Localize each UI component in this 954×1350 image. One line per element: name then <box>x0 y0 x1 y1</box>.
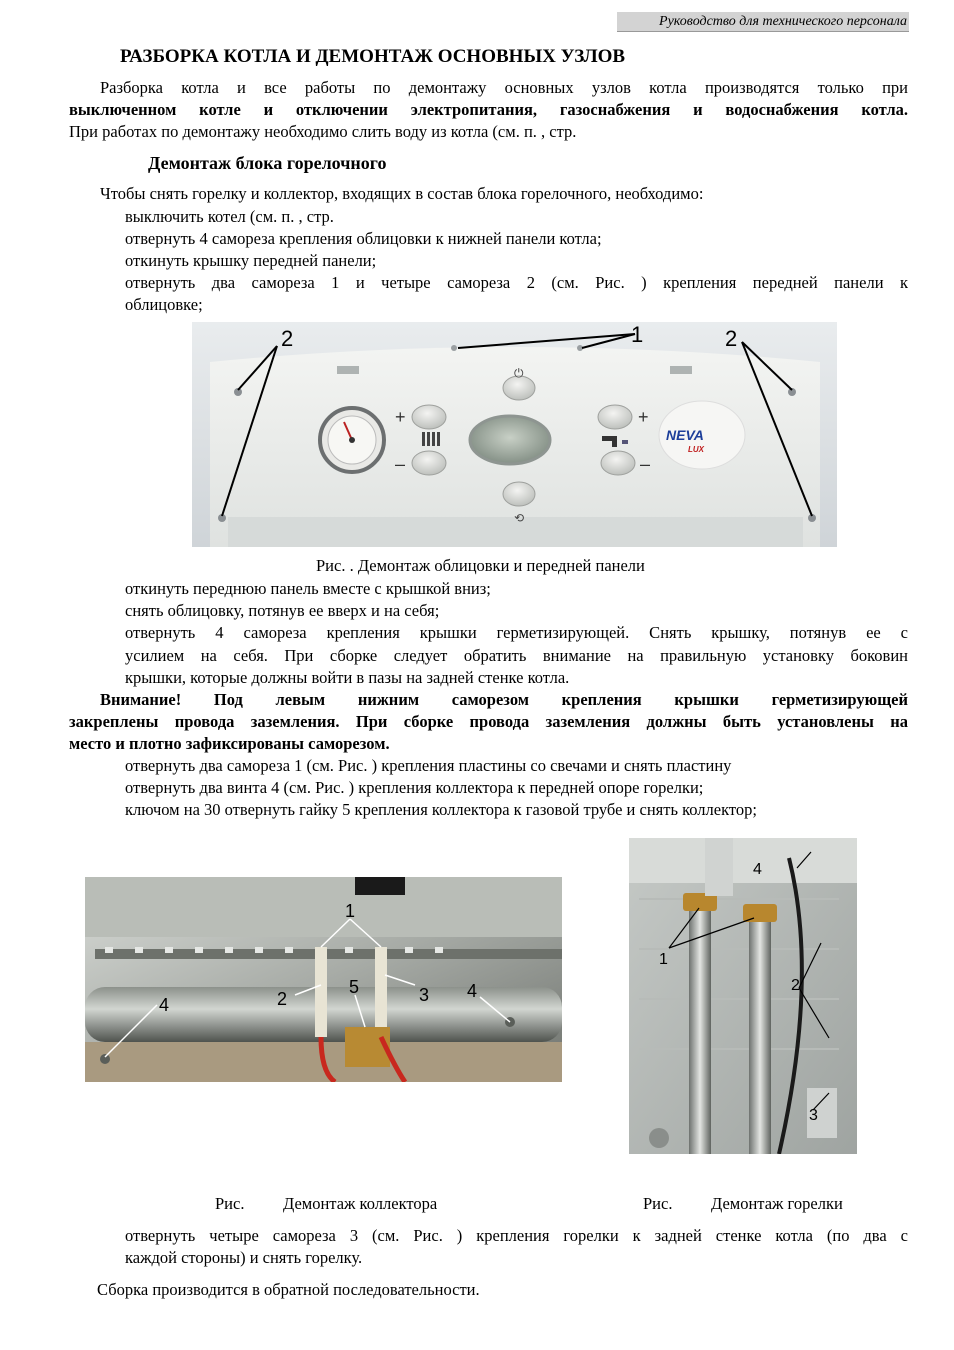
figure-collector-photo <box>85 877 562 1082</box>
callout-3: 3 <box>419 985 430 1005</box>
callout-4: 4 <box>753 861 762 878</box>
vent-slot <box>670 366 692 374</box>
closing-text: Сборка производится в обратной последовательности. <box>97 1280 480 1299</box>
step-item: отвернуть два самореза 1 и четыре самореза 2 (см. Рис. ) крепления передней панели к <box>125 273 908 292</box>
vent-slot <box>337 366 359 374</box>
intro-line-3: При работах по демонтажу необходимо слить воду из котла (см. п. , стр. <box>69 122 577 141</box>
step-item-cont: крышки, которые должны войти в пазы на задней стенке котла. <box>125 668 570 687</box>
reset-icon: ⟲ <box>514 511 525 525</box>
warning-line-2: закреплены провода заземления. При сборке провода заземления должны быть установлены на <box>69 712 908 731</box>
warning-line-1: Внимание! Под левым нижним саморезом крепления крышки герметизирующей <box>100 690 908 709</box>
callout-1: 1 <box>345 901 356 921</box>
step-item: отвернуть два винта 4 (см. Рис. ) крепления коллектора к передней опоре горелки; <box>125 778 704 797</box>
dhw-plus-button <box>598 405 632 429</box>
step-item: отвернуть четыре самореза 3 (см. Рис. ) крепления горелки к задней стенке котла (по два с <box>125 1226 908 1245</box>
callout-2: 2 <box>281 326 294 351</box>
heating-plus-button <box>412 405 446 429</box>
step-item-cont: облицовке; <box>125 295 203 314</box>
step-item-cont: усилием на себя. При сборке следует обратить внимание на правильную установку боковин <box>125 646 908 665</box>
step-item: отвернуть 4 самореза крепления облицовки к нижней панели котла; <box>125 229 602 248</box>
step-item: отвернуть 4 самореза крепления крышки герметизирующей. Снять крышку, потянув ее с <box>125 623 908 642</box>
brand-name: NEVA <box>666 427 704 443</box>
steps-intro: Чтобы снять горелку и коллектор, входящих в состав блока горелочного, необходимо: <box>100 184 704 203</box>
step-item: откинуть переднюю панель вместе с крышкой вниз; <box>125 579 491 598</box>
step-item: снять облицовку, потянув ее вверх и на себя; <box>125 601 440 620</box>
burner-illustration <box>629 838 857 1154</box>
minus-sign: – <box>640 454 651 474</box>
subsection-title: Демонтаж блока горелочного <box>148 153 387 173</box>
step-item: отвернуть два самореза 1 (см. Рис. ) крепления пластины со свечами и снять пластину <box>125 756 732 775</box>
figure-2-caption-prefix: Рис. <box>215 1194 245 1213</box>
intro-line-1: Разборка котла и все работы по демонтажу основных узлов котла производятся только при <box>100 78 908 97</box>
heating-minus-button <box>412 451 446 475</box>
callout-4: 4 <box>467 981 478 1001</box>
section-title: РАЗБОРКА КОТЛА И ДЕМОНТАЖ ОСНОВНЫХ УЗЛОВ <box>120 46 626 67</box>
warning-line-3: место и плотно зафиксированы саморезом. <box>69 734 390 753</box>
step-item: выключить котел (см. п. , стр. <box>125 207 334 226</box>
callout-5: 5 <box>349 977 360 997</box>
intro-line-2: выключенном котле и отключении электропитания, газоснабжения и водоснабжения котла. <box>69 100 908 119</box>
power-icon: ⏻ <box>514 366 524 380</box>
callout-2: 2 <box>791 977 800 994</box>
brand-sub: LUX <box>688 445 704 454</box>
figure-1-caption: Рис. . Демонтаж облицовки и передней панели <box>316 556 645 575</box>
plus-sign: + <box>638 407 649 427</box>
plus-sign: + <box>395 407 406 427</box>
front-panel-illustration <box>192 322 837 547</box>
callout-2: 2 <box>725 326 738 351</box>
figure-3-caption-prefix: Рис. <box>643 1194 673 1213</box>
figure-burner-photo <box>629 838 857 1154</box>
reset-button <box>503 482 535 506</box>
callout-4: 4 <box>159 995 170 1015</box>
step-item-cont: каждой стороны) и снять горелку. <box>125 1248 363 1267</box>
minus-sign: – <box>395 454 406 474</box>
collector-illustration <box>85 877 562 1082</box>
figure-3-caption: Демонтаж горелки <box>711 1194 843 1213</box>
callout-1: 1 <box>631 322 644 347</box>
step-item: откинуть крышку передней панели; <box>125 251 377 270</box>
figure-front-panel-photo <box>192 322 837 547</box>
callout-3: 3 <box>809 1107 818 1124</box>
callout-2: 2 <box>277 989 288 1009</box>
dhw-minus-button <box>601 451 635 475</box>
lcd-display <box>470 416 550 464</box>
manual-header: Руководство для технического персонала <box>617 12 909 32</box>
figure-2-caption: Демонтаж коллектора <box>283 1194 438 1213</box>
callout-1: 1 <box>659 951 668 968</box>
screw-icon <box>451 345 457 351</box>
step-item: ключом на 30 отвернуть гайку 5 крепления коллектора к газовой трубе и снять коллектор; <box>125 800 757 819</box>
